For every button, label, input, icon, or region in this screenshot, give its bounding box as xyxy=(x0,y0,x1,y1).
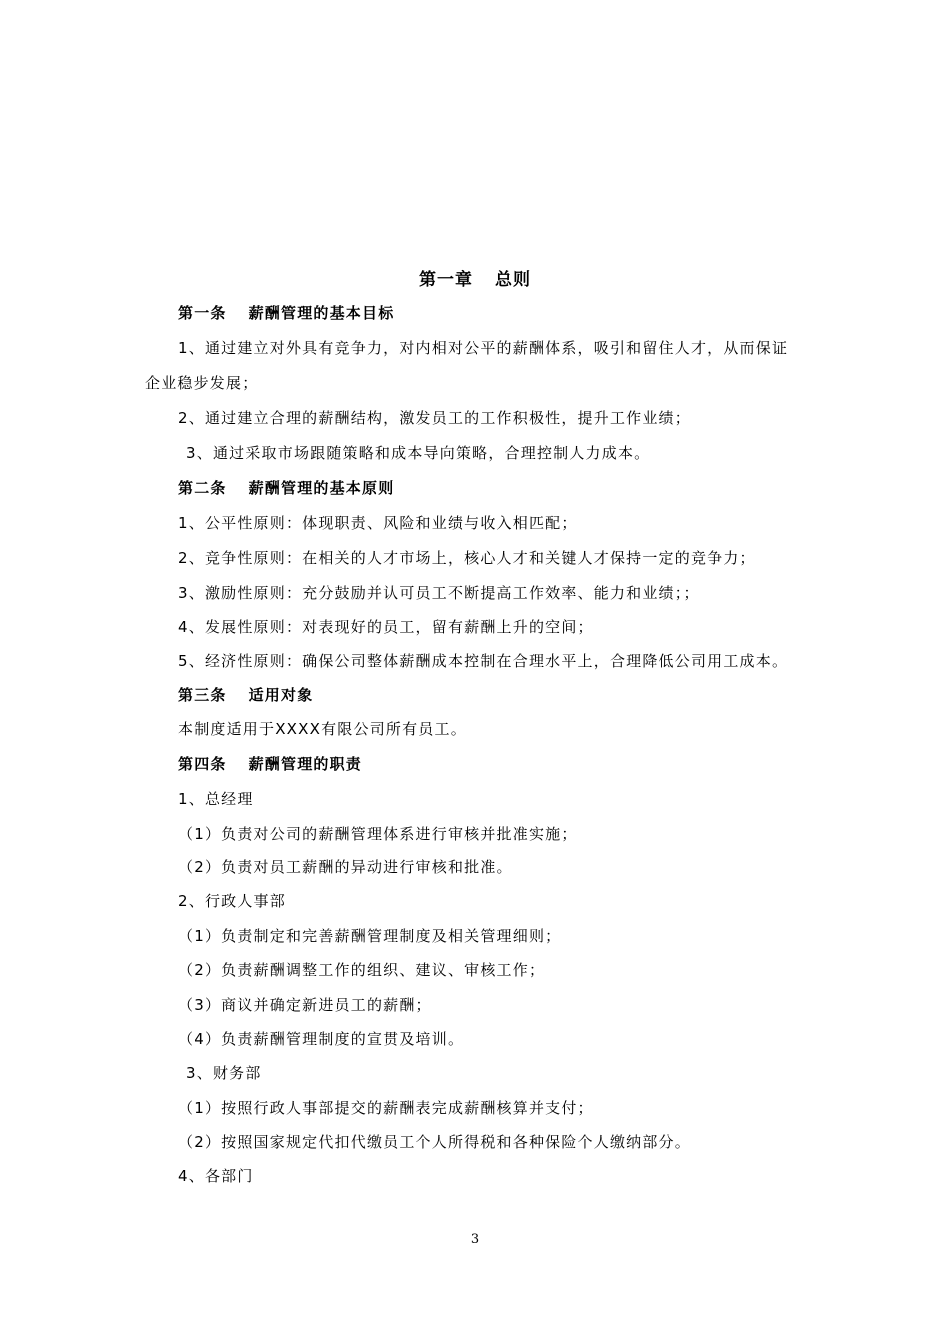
article-1-para-1b: 企业稳步发展； xyxy=(145,374,259,392)
hr-dept-duty: （3）商议并确定新进员工的薪酬； xyxy=(178,996,432,1014)
general-manager-heading: 1、总经理 xyxy=(178,790,254,808)
article-2-number: 第二条 xyxy=(178,479,227,497)
general-manager-duty: （1）负责对公司的薪酬管理体系进行审核并批准实施； xyxy=(178,825,578,843)
article-2-title: 薪酬管理的基本原则 xyxy=(248,479,395,497)
article-3-heading xyxy=(178,685,313,705)
article-4-title: 薪酬管理的职责 xyxy=(248,755,363,773)
article-1-para-1a: 1、通过建立对外具有竞争力，对内相对公平的薪酬体系，吸引和留住人才，从而保证 xyxy=(178,339,789,357)
chapter-number: 第一章 xyxy=(419,270,473,290)
page-number: 3 xyxy=(470,1232,480,1247)
article-3-number: 第三条 xyxy=(178,686,227,704)
article-4-heading xyxy=(178,754,362,774)
article-3-para: 本制度适用于XXXX有限公司所有员工。 xyxy=(178,720,467,738)
article-1-number: 第一条 xyxy=(178,304,227,322)
article-1-heading xyxy=(178,303,394,323)
finance-dept-duty: （2）按照国家规定代扣代缴员工个人所得税和各种保险个人缴纳部分。 xyxy=(178,1133,691,1151)
hr-dept-duty: （1）负责制定和完善薪酬管理制度及相关管理细则； xyxy=(178,927,562,945)
article-1-para-3: 3、通过采取市场跟随策略和成本导向策略，合理控制人力成本。 xyxy=(186,444,651,462)
article-1-title: 薪酬管理的基本目标 xyxy=(248,304,395,322)
finance-dept-duty: （1）按照行政人事部提交的薪酬表完成薪酬核算并支付； xyxy=(178,1099,594,1117)
departments-heading: 4、各部门 xyxy=(178,1167,254,1185)
article-2-heading xyxy=(178,478,394,498)
article-4-number: 第四条 xyxy=(178,755,227,773)
hr-dept-heading: 2、行政人事部 xyxy=(178,892,286,910)
hr-dept-duty: （2）负责薪酬调整工作的组织、建议、审核工作； xyxy=(178,961,546,979)
article-2-item: 5、经济性原则：确保公司整体薪酬成本控制在合理水平上，合理降低公司用工成本。 xyxy=(178,652,789,670)
article-3-title: 适用对象 xyxy=(248,686,314,704)
article-2-item: 4、发展性原则：对表现好的员工，留有薪酬上升的空间； xyxy=(178,618,594,636)
chapter-title: 总则 xyxy=(495,270,531,290)
hr-dept-duty: （4）负责薪酬管理制度的宣贯及培训。 xyxy=(178,1030,465,1048)
finance-dept-heading: 3、财务部 xyxy=(186,1064,262,1082)
article-2-item: 3、激励性原则：充分鼓励并认可员工不断提高工作效率、能力和业绩；； xyxy=(178,584,700,602)
chapter-heading xyxy=(0,265,950,290)
general-manager-duty: （2）负责对员工薪酬的异动进行审核和批准。 xyxy=(178,858,513,876)
article-2-item: 1、公平性原则：体现职责、风险和业绩与收入相匹配； xyxy=(178,514,578,532)
article-1-para-2: 2、通过建立合理的薪酬结构，激发员工的工作积极性，提升工作业绩； xyxy=(178,409,691,427)
article-2-item: 2、竞争性原则：在相关的人才市场上，核心人才和关键人才保持一定的竞争力； xyxy=(178,549,756,567)
